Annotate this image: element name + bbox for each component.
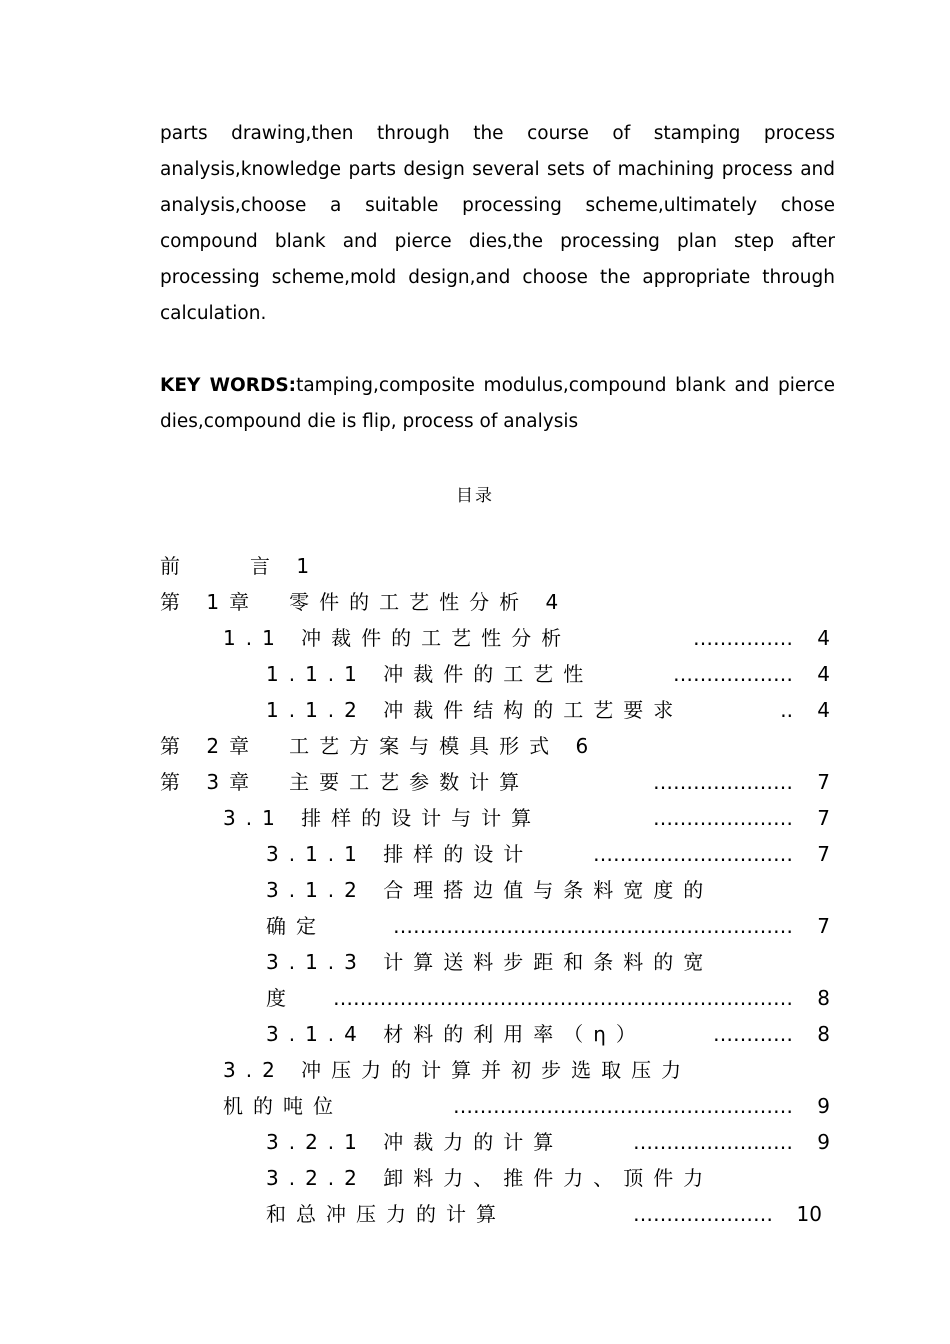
toc-entry[interactable] [266, 656, 835, 692]
toc-entry-text: 前 言 1 [160, 554, 320, 578]
toc-entry-text: 3.1.4 材料的利用率（η） [266, 1022, 646, 1046]
toc-entry-text: 3.1.1 排样的设计 [266, 842, 534, 866]
toc-entry-text: 3.2.1 冲裁力的计算 [266, 1130, 564, 1154]
toc-page-number: 7 [817, 770, 830, 794]
toc-entry-text: 1.1.1 冲裁件的工艺性 [266, 662, 594, 686]
toc-entry-text: 3.1.3 计算送料步距和条料的宽 [266, 950, 714, 974]
toc-entry[interactable] [160, 584, 835, 620]
toc-entry-text: 第 3章 主要工艺参数计算 [160, 770, 530, 794]
toc-entry[interactable] [223, 1052, 835, 1088]
toc-entry-continuation[interactable] [223, 1088, 835, 1124]
toc-page-number: 10 [796, 1202, 822, 1226]
abstract-text [160, 116, 835, 332]
toc-entry-continuation[interactable] [266, 980, 835, 1016]
toc-entry[interactable] [266, 1124, 835, 1160]
toc-entry-text: 第 1章 零件的工艺性分析 4 [160, 590, 569, 614]
toc-page-number: 8 [817, 1022, 830, 1046]
toc-entry[interactable] [160, 764, 835, 800]
toc-entry-text: 3.1.2 合理搭边值与条料宽度的 [266, 878, 714, 902]
toc-page-number: 8 [817, 986, 830, 1010]
toc-page-number: 4 [817, 698, 830, 722]
toc-entry-text: 3.1 排样的设计与计算 [223, 806, 542, 830]
toc-page-number: 9 [817, 1130, 830, 1154]
toc-entry[interactable] [266, 1016, 835, 1052]
toc-leader: ………………… [653, 806, 793, 830]
keywords-label: KEY WORDS: [160, 375, 297, 396]
toc-leader: ………………… [653, 770, 793, 794]
toc-page-number: 7 [817, 914, 830, 938]
toc-entry[interactable] [266, 872, 835, 908]
keywords-text: tamping,composite modulus,compound blank and pierce dies,compound die is flip, process of analysis [160, 375, 835, 432]
toc-entry-text: 确定 [266, 914, 326, 938]
toc-entry-text: 和总冲压力的计算 [266, 1202, 506, 1226]
toc-leader: ………… [713, 1022, 793, 1046]
toc-entry[interactable] [160, 728, 835, 764]
toc-leader: ………………………… [593, 842, 793, 866]
toc-leader: .. [780, 698, 793, 722]
toc-title: 目录 [456, 486, 494, 506]
toc-entry-text: 1.1.2 冲裁件结构的工艺要求 [266, 698, 684, 722]
abstract-paragraph: parts drawing,then through the course of stamping process analysis,knowledge parts design several sets of machining process and analysis,choose a suitable processing scheme,ultimately chose compound blank and pierce dies,the processing plan step after processing scheme,mold design,and choose the appropriate through calculation. [160, 123, 835, 324]
toc-leader: …………………………………………… [453, 1094, 793, 1118]
toc-entry[interactable] [266, 1160, 835, 1196]
toc-page-number: 7 [817, 806, 830, 830]
toc-entry-text: 1.1 冲裁件的工艺性分析 [223, 626, 572, 650]
toc-entry-text: 度 [266, 986, 296, 1010]
toc-leader: …………………………………………………… [393, 914, 793, 938]
toc-page-number: 7 [817, 842, 830, 866]
toc-page-number: 4 [817, 626, 830, 650]
toc-entry-text: 3.2 冲压力的计算并初步选取压力 [223, 1058, 692, 1082]
toc-entry-continuation[interactable] [266, 908, 835, 944]
toc-leader: ………………… [633, 1202, 773, 1226]
toc-leader: ……………… [673, 662, 793, 686]
toc-entry[interactable] [266, 692, 835, 728]
toc-entry[interactable] [223, 800, 835, 836]
keywords [160, 368, 835, 440]
toc-entry-text: 第 2章 工艺方案与模具形式 6 [160, 734, 599, 758]
toc-leader: …………………… [633, 1130, 793, 1154]
toc-entry[interactable] [223, 620, 835, 656]
toc-page-number: 9 [817, 1094, 830, 1118]
toc-entry-continuation[interactable] [266, 1196, 835, 1232]
table-of-contents [160, 548, 835, 1232]
toc-entry-text: 3.2.2 卸料力、推件力、顶件力 [266, 1166, 714, 1190]
toc-entry-text: 机的吨位 [223, 1094, 343, 1118]
toc-leader: …………… [693, 626, 793, 650]
toc-entry[interactable] [266, 944, 835, 980]
toc-entry[interactable] [266, 836, 835, 872]
toc-page-number: 4 [817, 662, 830, 686]
toc-leader: …………………………………………………………… [333, 986, 793, 1010]
toc-entry[interactable] [160, 548, 835, 584]
